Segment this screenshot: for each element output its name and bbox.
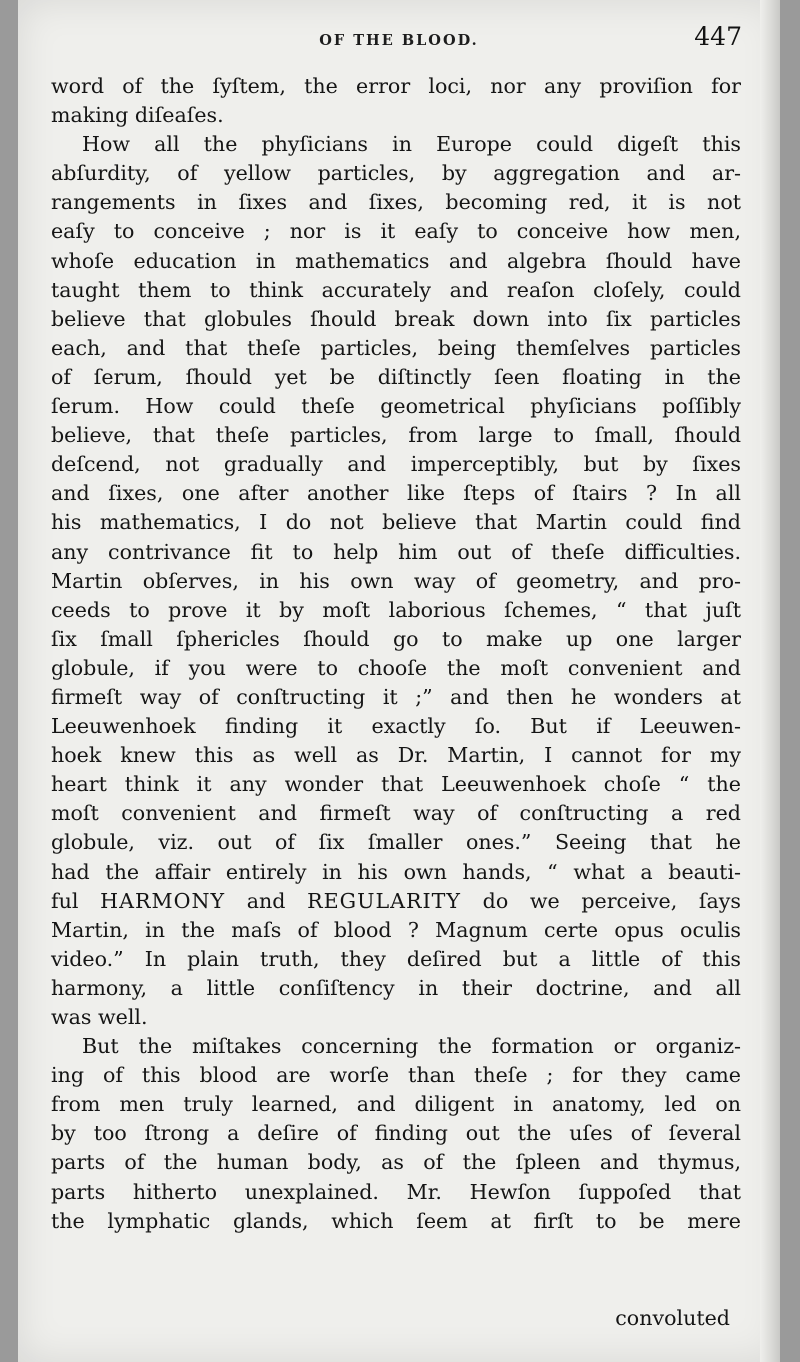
text-line: taught them to think accurately and reaſon cloſely, could: [51, 277, 741, 302]
text-line: believe, that theſe particles, from large to ſmall, ſhould: [51, 423, 741, 448]
text-line: eaſy to conceive ; nor is it eaſy to conceive how men,: [51, 219, 741, 244]
text-line: from men truly learned, and diligent in anatomy, led on: [51, 1092, 741, 1117]
text-line: firmeſt way of conſtructing it ;” and then he wonders at: [51, 684, 741, 709]
catchword: convoluted: [615, 1306, 730, 1330]
text-line: deſcend, not gradually and imperceptibly, but by ſixes: [51, 452, 741, 477]
text-line: making diſeaſes.: [51, 103, 224, 128]
body-text: [51, 72, 741, 1236]
text-line: ing of this blood are worſe than theſe ; for they came: [51, 1063, 741, 1088]
text-line: by too ſtrong a deſire of finding out the uſes of ſeveral: [51, 1121, 741, 1146]
text-line: whoſe education in mathematics and algebra ſhould have: [51, 248, 741, 273]
paragraph-start-line: How all the phyſicians in Europe could digeſt this: [82, 132, 741, 157]
text-line: of ſerum, ſhould yet be diſtinctly ſeen floating in the: [51, 364, 741, 389]
text-line: rangements in ſixes and ſixes, becoming red, it is not: [51, 190, 741, 215]
running-head: OF THE BLOOD.: [319, 32, 479, 49]
text-line: ceeds to prove it by moſt laborious ſchemes, “ that juſt: [51, 597, 741, 622]
text-line: Martin obſerves, in his own way of geometry, and pro-: [51, 568, 741, 593]
text-line: word of the ſyſtem, the error loci, nor any proviſion for: [51, 74, 741, 98]
text-line: parts hitherto unexplained. Mr. Hewſon ſuppoſed that: [51, 1179, 741, 1204]
text-line: globule, viz. out of ſix ſmaller ones.” Seeing that he: [51, 830, 741, 855]
text-line: any contrivance fit to help him out of theſe difficulties.: [51, 539, 741, 564]
page-header: [18, 14, 780, 64]
text-line: was well.: [51, 1005, 148, 1029]
text-line: Leeuwenhoek finding it exactly ſo. But if Leeuwen-: [51, 714, 741, 739]
text-line: harmony, a little conſiſtency in their doctrine, and all: [51, 975, 741, 1000]
text-line: Martin, in the maſs of blood ? Magnum certe opus oculis: [51, 917, 741, 942]
page-number: 447: [694, 22, 742, 51]
text-line-smallcaps: ful HARMONY and REGULARITY do we perceive, ſays: [51, 888, 741, 913]
page-edge-shadow: [760, 0, 780, 1362]
text-line: moſt convenient and firmeſt way of conſtructing a red: [51, 801, 741, 826]
text-line: the lymphatic glands, which ſeem at firſt to be mere: [51, 1208, 741, 1233]
text-line: ſerum. How could theſe geometrical phyſicians poſſibly: [51, 394, 741, 419]
text-line: video.” In plain truth, they deſired but a little of this: [51, 946, 741, 971]
text-line: ſix ſmall ſphericles ſhould go to make up one larger: [51, 626, 741, 651]
text-line: each, and that theſe particles, being themſelves particles: [51, 335, 741, 360]
text-line: abſurdity, of yellow particles, by aggregation and ar-: [51, 161, 741, 186]
text-line: his mathematics, I do not believe that Martin could find: [51, 510, 741, 535]
text-line: and ſixes, one after another like ſteps of ſtairs ? In all: [51, 481, 741, 506]
text-line: parts of the human body, as of the ſpleen and thymus,: [51, 1150, 741, 1175]
paragraph-start-line: But the miſtakes concerning the formation or organiz-: [82, 1034, 741, 1059]
text-line: hoek knew this as well as Dr. Martin, I cannot for my: [51, 743, 741, 768]
text-line: heart think it any wonder that Leeuwenhoek choſe “ the: [51, 772, 741, 797]
text-line: believe that globules ſhould break down into ſix particles: [51, 306, 741, 331]
smallcaps-regularity: REGULARITY: [307, 888, 461, 913]
book-page: [18, 0, 780, 1362]
text-line: globule, if you were to chooſe the moſt convenient and: [51, 655, 741, 680]
smallcaps-harmony: HARMONY: [100, 888, 226, 913]
text-line: had the affair entirely in his own hands, “ what a beauti-: [51, 859, 741, 884]
